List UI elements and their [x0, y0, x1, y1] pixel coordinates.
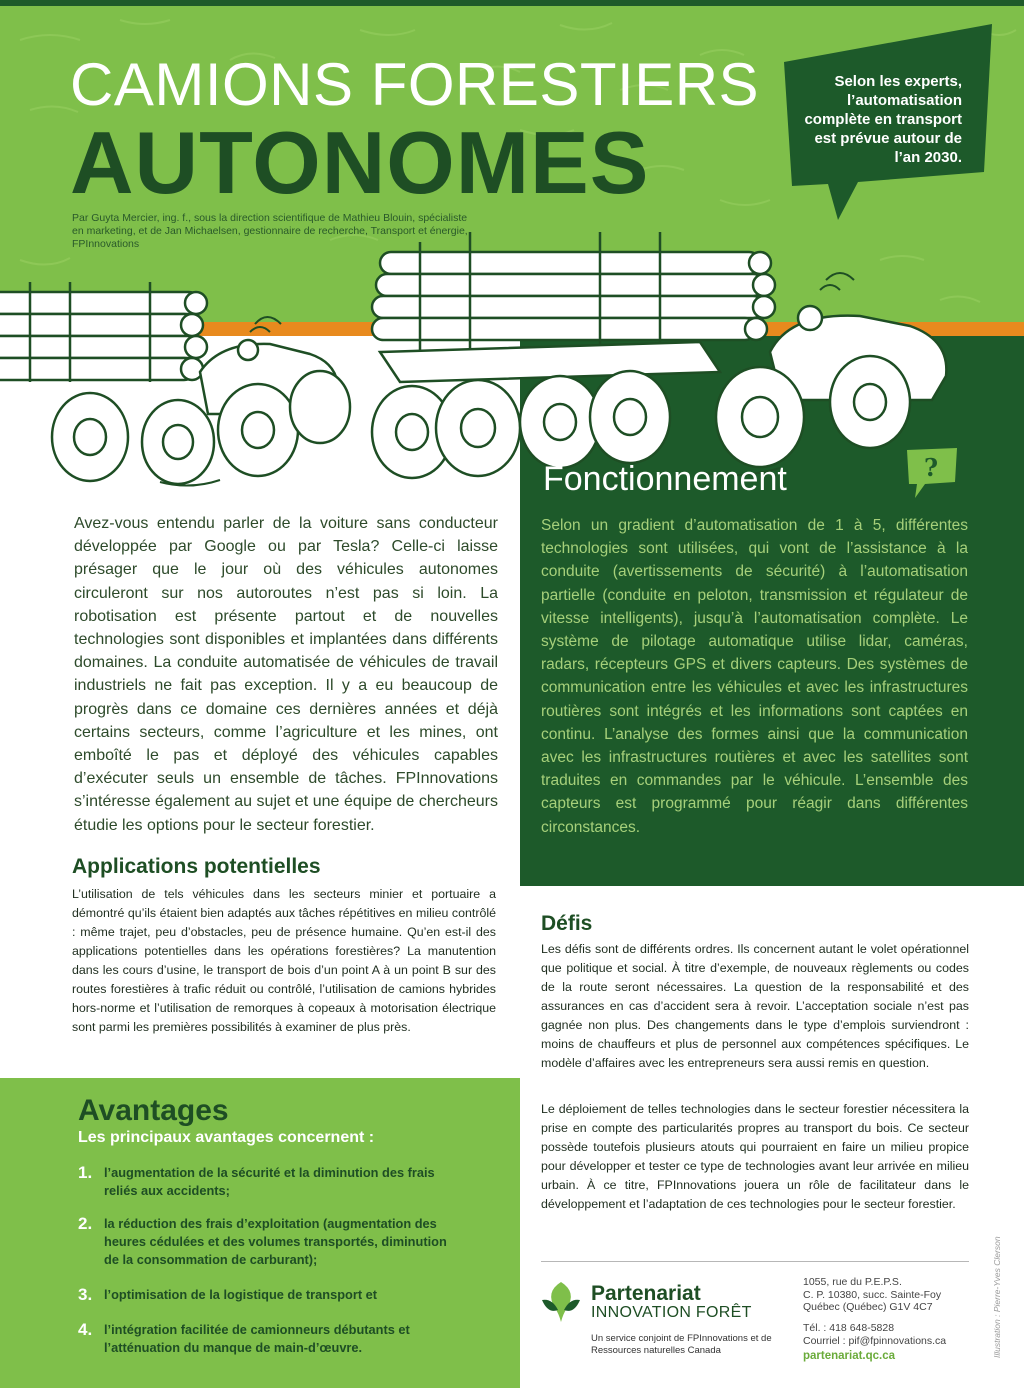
address-line: Québec (Québec) G1V 4C7: [803, 1301, 933, 1313]
truck-illustration: [0, 232, 1024, 502]
illustration-credit: Illustration : Pierre-Yves Clerson: [992, 1236, 1002, 1358]
avantages-subtitle: Les principaux avantages concernent :: [78, 1129, 375, 1146]
avantage-number: 2.: [78, 1214, 93, 1233]
svg-text:?: ?: [923, 453, 939, 482]
avantage-item: l’intégration facilitée de camionneurs débutants et l’atténuation du manque de main-d’œuvre.: [104, 1322, 410, 1355]
defis-paragraph-1: Les défis sont de différents ordres. Ils concernent autant le volet opérationnel que politique et social. À titre d’exemple, de nouveaux règlements ou codes de la route seront nécessaires. La question de la responsabilité et des assurances en cas d’accident sera à revoir. L’acceptation sociale n’est pas gagnée non plus. Des changements dans le type d’emplois surviendront : moins de chauffeurs et plus de personnel aux compétences spécifiques. Le modèle d’affaires avec les entrepreneurs sera aussi remis en question.: [541, 942, 969, 1070]
avantage-item: la réduction des frais d’exploitation (augmentation des heures cédulées et des volumes transportés, diminution de la consommation de carburant);: [104, 1216, 447, 1267]
address-block: [803, 1276, 973, 1314]
left-truck-logs: [0, 282, 207, 382]
title-line-1: CAMIONS FORESTIERS: [70, 51, 760, 118]
fonctionnement-text: Selon un gradient d’automatisation de 1 à 5, différentes technologies sont utilisées, qui vont de l’assistance à la conduite (avertissements de sécurité) à l’automatisation partielle (conduite en peloton, transmission et régulateur de vitesse intelligents), jusqu’à l’automatisation complète. Le système de pilotage automatique utilise lidar, caméras, radars, récepteurs GPS et divers capteurs. Des systèmes de communication entre les véhicules et avec les infrastructures routières sont intégrés et les informations sont captées en continu. L’analyse des formes ainsi que la communication avec les infrastructures routières et avec les satellites sont traduites en commandes par le véhicule. L’ensemble des capteurs est programmé pour réagir dans différentes circonstances.: [541, 517, 968, 836]
defis-title: Défis: [541, 912, 593, 935]
intro-paragraph: Avez-vous entendu parler de la voiture sans conducteur développée par Google ou par Tesla? Celle-ci laisse présager que le jour où des véhicules autonomes circuleront sur nos autoroutes n’est pas si loin. La robotisation est présente partout et de nouvelles technologies sont disponibles et implantées dans différents domaines. La conduite automatisée de véhicules de travail industriels ne fait pas exception. Il y a eu beaucoup de progrès dans ce domaine ces dernières années et déjà certains secteurs, comme l’agriculture et les mines, ont emboîté le pas et déployé des véhicules capables d’exécuter seuls un ensemble de tâches. FPInnovations s’intéresse également au sujet et une équipe de chercheurs étudie les options pour le secteur forestier.: [74, 515, 498, 834]
quote-text: Selon les experts, l’automatisation complète en transport est prévue autour de l’an 2030.: [804, 73, 962, 166]
avantage-number: 4.: [78, 1320, 93, 1339]
byline: Par Guyta Mercier, ing. f., sous la direction scientifique de Mathieu Blouin, spécialiste en marketing, et de Jan Michaelsen, gestionnaire de recherche, Transport et énergie, FPInnovations: [72, 212, 468, 250]
left-truck-wheels: [52, 371, 350, 484]
avantage-item: l’augmentation de la sécurité et la diminution des frais reliés aux accidents;: [104, 1165, 435, 1198]
phone: Tél. : 418 648-5828: [803, 1322, 895, 1334]
avantage-number: 1.: [78, 1163, 93, 1182]
applications-title: Applications potentielles: [72, 855, 321, 878]
leaf-logo-icon: [538, 1278, 584, 1324]
address-line: C. P. 10380, succ. Sainte-Foy: [803, 1288, 942, 1301]
top-strip: [0, 0, 1024, 6]
logo-tagline: Un service conjoint de FPInnovations et de Ressources naturelles Canada: [591, 1333, 772, 1356]
website-link[interactable]: partenariat.qc.ca: [803, 1350, 896, 1362]
address-line: 1055, rue du P.E.P.S.: [803, 1276, 902, 1288]
defis-paragraph-2: Le déploiement de telles technologies dans le secteur forestier nécessitera la prise en compte des particularités propres au transport du bois. Ce secteur possède toutefois plusieurs atouts qui pourraient en faire un milieu propice pour développer et tester ce type de technologies avant leur arrivée en milieu urbain. À ce titre, FPInnovations jouera un rôle de facilitateur dans le développement et l’adaptation de ces technologies pour le secteur forestier.: [541, 1102, 969, 1211]
question-bubble-icon: [903, 446, 959, 500]
avantages-title: Avantages: [78, 1094, 229, 1127]
right-truck-logs: [372, 232, 775, 382]
email-link[interactable]: Courriel : pif@fpinnovations.ca: [803, 1334, 947, 1347]
contact-block: [803, 1322, 973, 1347]
applications-text: L’utilisation de tels véhicules dans les secteurs minier et portuaire a démontré qu’ils étaient bien adaptés aux tâches répétitives en milieu contrôlé : même trajet, peu d’obstacles, peu de présence humaine. Qu’en est-il des applications potentielles dans les opérations forestières? La manutention dans les cours d’usine, le transport de bois d’un point A à un point B sur des routes forestières à trafic réduit ou contrôlé, l’utilisation de camions hybrides hors-norme et l’utilisation de remorques à copeaux à motorisation électrique sont parmi les premières possibilités à examiner de plus près.: [72, 887, 496, 1034]
logo-subtitle: INNOVATION FORÊT: [591, 1304, 752, 1321]
logo-title: Partenariat: [591, 1282, 701, 1305]
fonctionnement-title: Fonctionnement: [543, 460, 787, 498]
avantage-number: 3.: [78, 1285, 93, 1304]
footer-divider: [541, 1261, 969, 1262]
avantage-item: l’optimisation de la logistique de transport et: [104, 1287, 378, 1302]
title-line-2: AUTONOMES: [70, 113, 650, 212]
